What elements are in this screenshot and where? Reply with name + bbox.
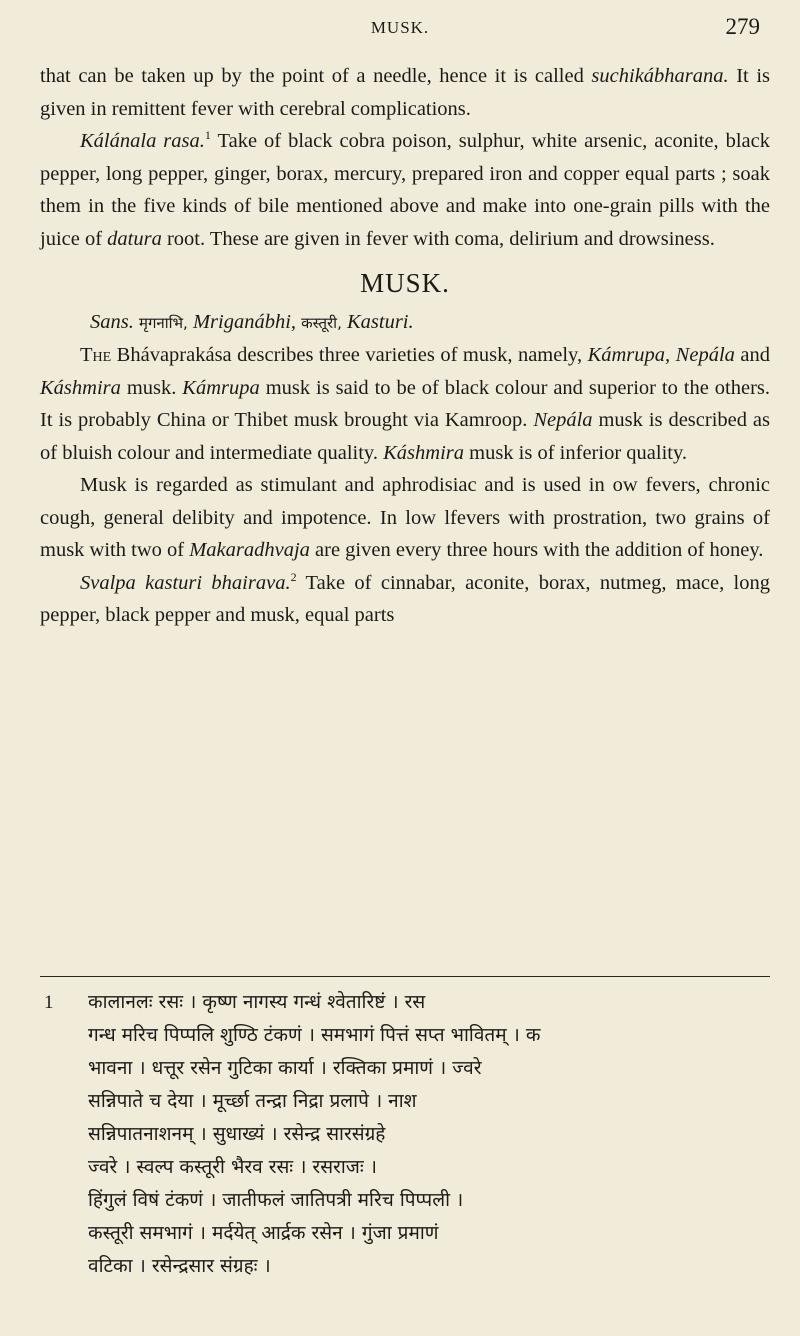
sanskrit-word-2: कस्तूरी, [301,313,342,332]
footnote-line: हिंगुलं विषं टंकणं । जातीफलं जातिपत्री मरिच पिप्पली । [88,1189,464,1211]
footnote-ref-2: 2 [290,569,297,584]
footnote-line: 1 कालानलः रसः । कृष्ण नागस्य गन्धं श्वेतारिष्टं । रस [44,991,426,1013]
footnote-line: गन्ध मरिच पिप्पलि शुण्ठि टंकणं । समभागं पित्तं सप्त भावितम् । क [88,1024,541,1046]
sanskrit-word-1: मृगनाभि, [138,313,188,332]
synonym-mriganabhi: Mriganábhi, [192,310,297,333]
paragraph-svalpa-kasturi: Svalpa kasturi bhairava.$^2$ Take of cinnabar, aconite, borax, nutmeg, mace, long pepper, black pepper and musk, equal parts [40,569,770,626]
footnote-line: सन्निपाते च देया । मूर्च्छा तन्द्रा निद्रा प्रलापे । नाश [88,1090,417,1112]
footnote-line: कस्तूरी समभागं । मर्दयेत् आर्द्रक रसेन । गुंजा प्रमाणं [88,1222,439,1244]
footnote-line: भावना । धत्तूर रसेन गुटिका कार्या । रक्तिका प्रमाणं । ज्वरे [88,1057,482,1079]
footnote-line: वटिका । रसेन्द्रसार संग्रहः । [88,1255,271,1277]
body-text [40,60,770,632]
term-datura: datura [107,227,162,250]
page-number: 279 [725,14,760,39]
footnote-line: ज्वरे । स्वल्प कस्तूरी भैरव रसः । रसराजः । [88,1156,377,1178]
footnote-line: सन्निपातनाशनम् । सुधाख्यं । रसेन्द्र सारसंग्रहे [88,1123,386,1145]
page-header [0,14,800,44]
footnote-ref-1: 1 [204,128,211,143]
drop-word: The [80,344,112,366]
term-svalpa-kasturi: Svalpa kasturi bhairava. [80,571,291,594]
footnotes [40,986,770,1283]
term-makaradhvaja: Makaradhvaja [189,539,310,561]
section-title: MUSK. [360,268,450,298]
paragraph-kalanala-rasa: Kálánala rasa.$^1$ Take of black cobra poison, sulphur, white arsenic, aconite, black pepper, long pepper, ginger, borax, mercury, prepared iron and copper equal parts ; soak them in the five kinds of bile mentioned above and make into one-grain pills with the juice of datura root. These are given in fever with coma, delirium and drowsiness. [40,128,770,250]
paragraph-uses: Musk is regarded as stimulant and aphrodisiac and is used in ow fevers, chronic cough, general delibity and impotence. In low lfevers with prostration, two grains of musk with two of Makaradhvaja are given every three hours with the addition of honey. [40,474,770,561]
synonym-kasturi: Kasturi. [346,310,414,333]
paragraph-suchikabharana: that can be taken up by the point of a needle, hence it is called suchikábharana. It is given in remittent fever with cerebral complications. [40,65,771,120]
footnote-rule [40,976,770,977]
running-head: MUSK. [370,18,430,37]
sans-label: Sans. [90,310,134,333]
paragraph-varieties: The Bhávaprakása describes three varieties of musk, namely, Kámrupa, Nepála and Káshmira musk. Kámrupa musk is said to be of black colour and superior to the others. It is probably China or Thibet musk brought via Kamroop. Nepála musk is described as of bluish colour and intermediate quality. Káshmira musk is of inferior quality. [40,344,770,464]
sanskrit-synonyms [40,306,770,340]
term-suchikabharana: suchikábharana. [591,65,729,87]
term-kalanala-rasa: Kálánala rasa. [80,130,205,152]
